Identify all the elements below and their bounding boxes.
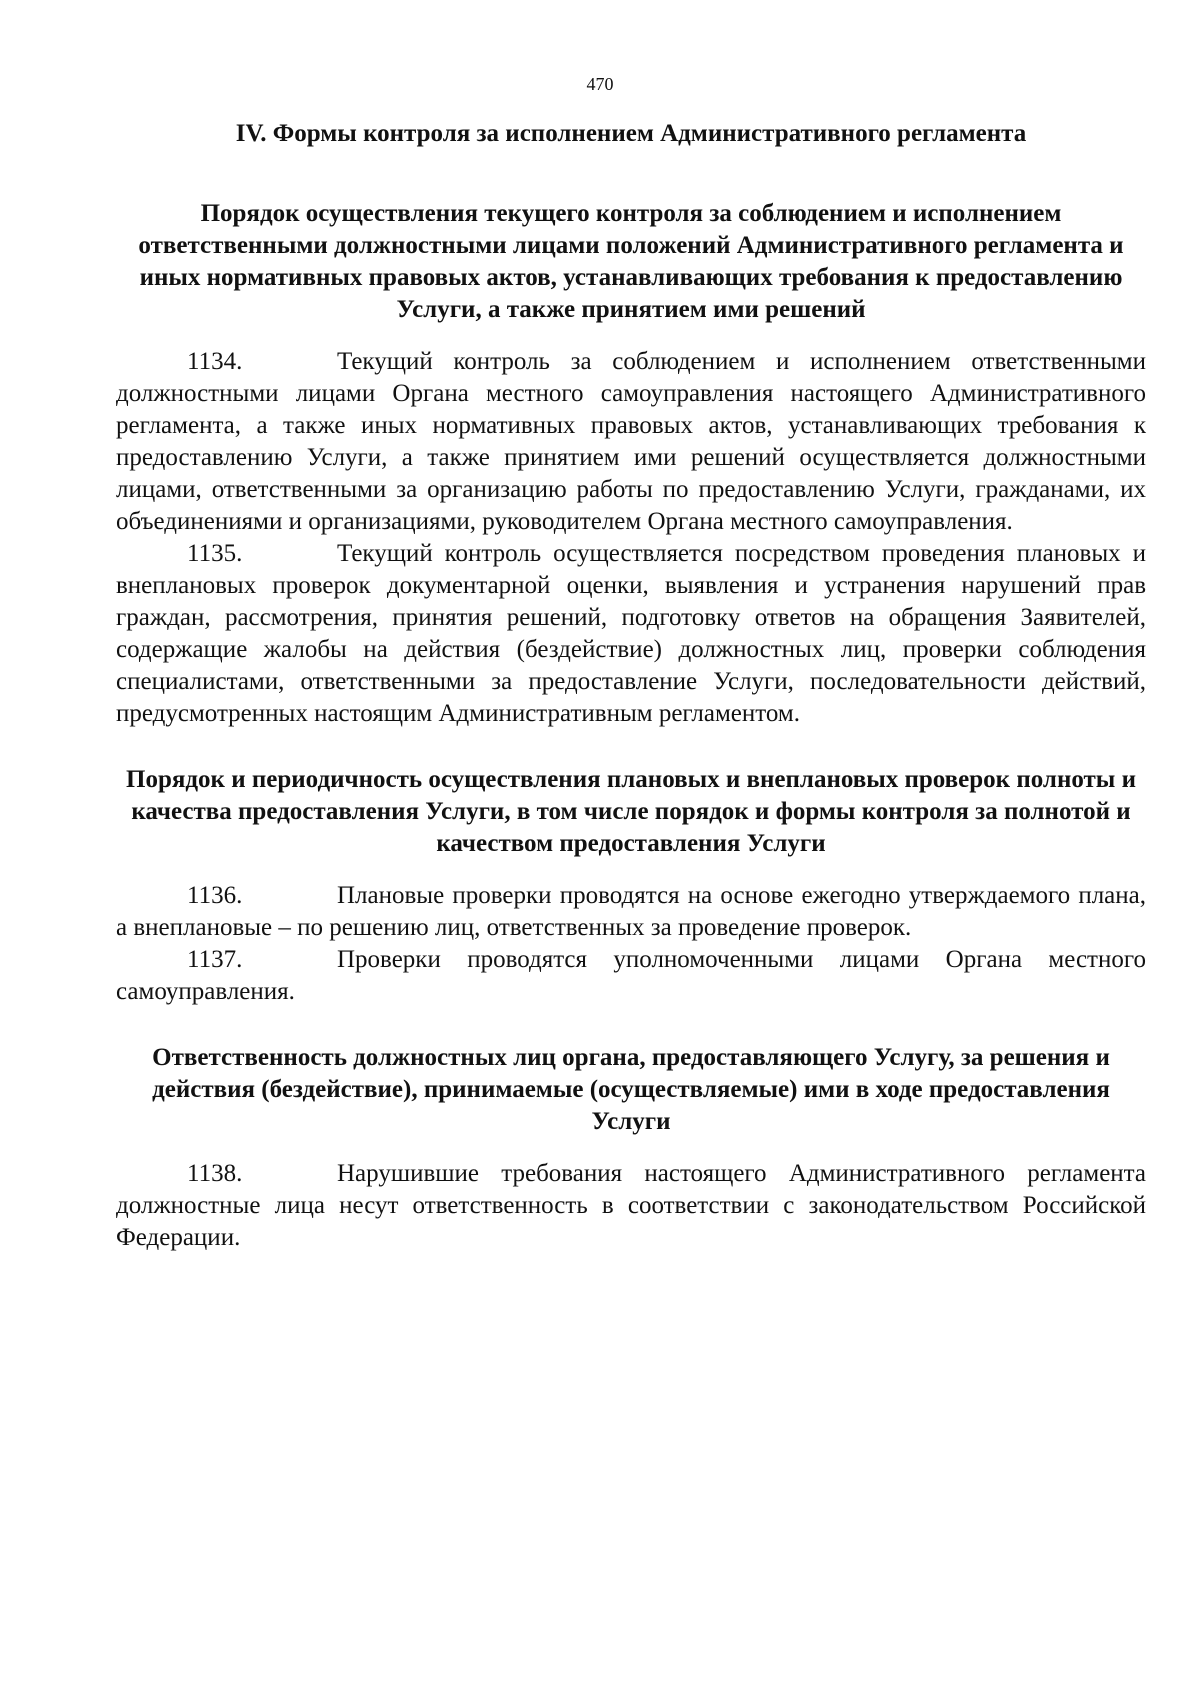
- paragraph-1135: [116, 538, 1146, 730]
- subsection-heading: Порядок осуществления текущего контроля за соблюдением и исполнением ответственными должностными лицами положений Административного регламента и иных нормативных правовых актов, устанавливающих требования к предоставлению Услуги, а также принятием ими решений: [138, 200, 1124, 323]
- section-title: IV. Формы контроля за исполнением Административного регламента: [235, 120, 1027, 147]
- paragraph-1136: [116, 880, 1146, 944]
- section-inspections: [116, 764, 1146, 1008]
- paragraph-1137: [116, 944, 1146, 1008]
- subsection-heading: Порядок и периодичность осуществления плановых и внеплановых проверок полноты и качества предоставления Услуги, в том числе порядок и формы контроля за полнотой и качеством предоставления Услуги: [126, 766, 1136, 857]
- paragraph-number: 1134.: [187, 348, 243, 375]
- paragraph-1134: [116, 346, 1146, 538]
- page-content: [116, 118, 1146, 1254]
- subsection-heading: Ответственность должностных лиц органа, предоставляющего Услугу, за решения и действия (бездействие), принимаемые (осуществляемые) ими в ходе предоставления Услуги: [152, 1044, 1110, 1135]
- paragraph-text: Плановые проверки проводятся на основе ежегодно утверждаемого плана, а внеплановые – по решению лиц, ответственных за проведение проверок.: [116, 882, 1146, 941]
- paragraph-number: 1136.: [187, 882, 243, 909]
- section-responsibility: [116, 1042, 1146, 1254]
- page-number: 470: [586, 74, 614, 94]
- paragraph-text: Проверки проводятся уполномоченными лицами Органа местного самоуправления.: [116, 946, 1146, 1005]
- paragraph-1138: [116, 1158, 1146, 1254]
- paragraph-number: 1137.: [187, 946, 243, 973]
- section-current-control: [116, 198, 1146, 730]
- paragraph-number: 1135.: [187, 540, 243, 567]
- paragraph-text: Нарушившие требования настоящего Административного регламента должностные лица несут ответственность в соответствии с законодательством Российской Федерации.: [116, 1160, 1146, 1251]
- paragraph-number: 1138.: [187, 1160, 243, 1187]
- paragraph-text: Текущий контроль осуществляется посредством проведения плановых и внеплановых проверок документарной оценки, выявления и устранения нарушений прав граждан, рассмотрения, принятия решений, подготовку ответов на обращения Заявителей, содержащие жалобы на действия (бездействие) должностных лиц, проверки соблюдения специалистами, ответственными за предоставление Услуги, последовательности действий, предусмотренных настоящим Административным регламентом.: [116, 540, 1146, 727]
- paragraph-text: Текущий контроль за соблюдением и исполнением ответственными должностными лицами Органа местного самоуправления настоящего Административного регламента, а также иных нормативных правовых актов, устанавливающих требования к предоставлению Услуги, а также принятием ими решений осуществляется должностными лицами, ответственными за организацию работы по предоставлению Услуги, гражданами, их объединениями и организациями, руководителем Органа местного самоуправления.: [116, 348, 1146, 535]
